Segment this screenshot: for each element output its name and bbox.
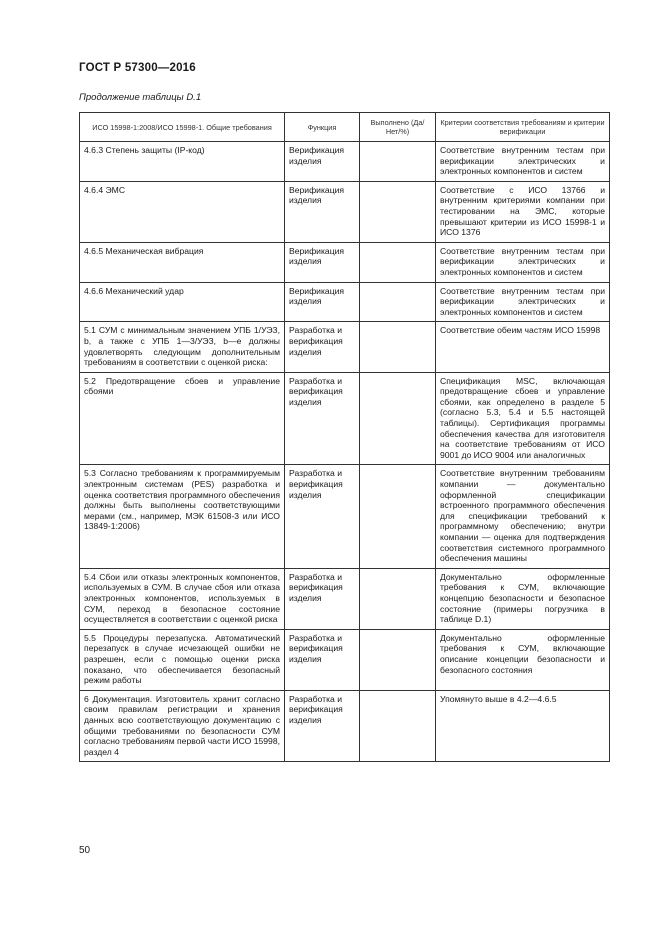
requirements-table xyxy=(79,112,610,762)
requirement-cell: 4.6.4 ЭМС xyxy=(80,181,285,242)
done-cell xyxy=(360,629,436,690)
function-cell: Верификация изделия xyxy=(285,142,360,182)
function-cell: Разработка и верификация изделия xyxy=(285,629,360,690)
criteria-cell: Упомянуто выше в 4.2—4.6.5 xyxy=(436,690,610,762)
header-criteria: Критерии соответствия требованиям и критерии верификации xyxy=(436,113,610,142)
table-row xyxy=(80,568,610,629)
table-row xyxy=(80,690,610,762)
done-cell xyxy=(360,372,436,465)
requirement-cell: 4.6.5 Механическая вибрация xyxy=(80,242,285,282)
criteria-cell: Соответствие обеим частям ИСО 15998 xyxy=(436,322,610,372)
table-row xyxy=(80,242,610,282)
function-cell: Верификация изделия xyxy=(285,282,360,322)
function-cell: Верификация изделия xyxy=(285,242,360,282)
requirement-cell: 5.3 Согласно требованиям к программируемым электронным системам (PES) разработка и оценка соответствия программного обеспечения должны быть выполнены соответствующими мерами (см., например, МЭК 61508-3 или ИСО 13849-1:2006) xyxy=(80,465,285,568)
criteria-cell: Спецификация MSC, включающая предотвращение сбоев и управление сбоями, как определено в разделе 5 (согласно 5.3, 5.4 и 5.5 настоящей таблицы). Сертификация программы обеспечения качества для изготовителя на соответствие требованиям от ИСО 9001 до ИСО 9004 или аналогичных xyxy=(436,372,610,465)
done-cell xyxy=(360,181,436,242)
requirement-cell: 5.1 СУМ с минимальным значением УПБ 1/УЭЗ, b, а также с УПБ 1—3/УЭЗ, b—e должны удовлетворять следующим дополнительным требованиям в соответствии с оценкой риска: xyxy=(80,322,285,372)
function-cell: Разработка и верификация изделия xyxy=(285,372,360,465)
criteria-cell: Соответствие внутренним требованиям компании — документально оформленной спецификации встроенного программного обеспечения для спецификации требований к программному обеспечению; внутри компании — оценка для подтверждения соответствия системного программного обеспечения машины xyxy=(436,465,610,568)
requirement-cell: 5.5 Процедуры перезапуска. Автоматический перезапуск в случае исчезающей ошибки не разрешен, если с помощью оценки риска показано, что обеспечивается безопасный режим работы xyxy=(80,629,285,690)
function-cell: Верификация изделия xyxy=(285,181,360,242)
done-cell xyxy=(360,690,436,762)
criteria-cell: Документально оформленные требования к СУМ, включающие описание концепции безопасности и безопасного состояния xyxy=(436,629,610,690)
table-row xyxy=(80,181,610,242)
done-cell xyxy=(360,568,436,629)
table-row xyxy=(80,322,610,372)
function-cell: Разработка и верификация изделия xyxy=(285,690,360,762)
criteria-cell: Соответствие с ИСО 13766 и внутренним критериями компании при тестировании на ЭМС, которые превышают критерии из ИСО 15998-1 и ИСО 1376 xyxy=(436,181,610,242)
criteria-cell: Соответствие внутренним тестам при верификации электрических и электронных компонентов и систем xyxy=(436,242,610,282)
table-row xyxy=(80,282,610,322)
done-cell xyxy=(360,142,436,182)
function-cell: Разработка и верификация изделия xyxy=(285,568,360,629)
done-cell xyxy=(360,242,436,282)
table-row xyxy=(80,372,610,465)
criteria-cell: Документально оформленные требования к СУМ, включающие концепцию безопасности и безопасное состояние (примеры погрузчика в таблице D.1) xyxy=(436,568,610,629)
table-row xyxy=(80,629,610,690)
function-cell: Разработка и верификация изделия xyxy=(285,322,360,372)
document-header: ГОСТ Р 57300—2016 xyxy=(79,62,196,74)
table-row xyxy=(80,142,610,182)
header-requirements: ИСО 15998-1:2008/ИСО 15998-1. Общие требования xyxy=(80,113,285,142)
table-header-row xyxy=(80,113,610,142)
table-caption: Продолжение таблицы D.1 xyxy=(79,92,202,103)
criteria-cell: Соответствие внутренним тестам при верификации электрических и электронных компонентов и систем xyxy=(436,142,610,182)
header-done: Выполнено (Да/Нет/%) xyxy=(360,113,436,142)
table-row xyxy=(80,465,610,568)
done-cell xyxy=(360,465,436,568)
done-cell xyxy=(360,322,436,372)
header-function: Функция xyxy=(285,113,360,142)
requirement-cell: 4.6.6 Механический удар xyxy=(80,282,285,322)
done-cell xyxy=(360,282,436,322)
requirement-cell: 5.4 Сбои или отказы электронных компонентов, используемых в СУМ. В случае сбоя или отказа электронных компонентов, используемых в СУМ, переход в безопасное состояние осуществляется в соответствии с оценкой риска xyxy=(80,568,285,629)
requirement-cell: 6 Документация. Изготовитель хранит согласно своим правилам регистрации и хранения данных всю соответствующую документацию с общими требованиями по безопасности СУМ согласно требованиям первой части ИСО 15998, раздел 4 xyxy=(80,690,285,762)
requirement-cell: 5.2 Предотвращение сбоев и управление сбоями xyxy=(80,372,285,465)
function-cell: Разработка и верификация изделия xyxy=(285,465,360,568)
requirement-cell: 4.6.3 Степень защиты (IP-код) xyxy=(80,142,285,182)
criteria-cell: Соответствие внутренним тестам при верификации электрических и электронных компонентов и систем xyxy=(436,282,610,322)
page-number: 50 xyxy=(79,845,91,856)
